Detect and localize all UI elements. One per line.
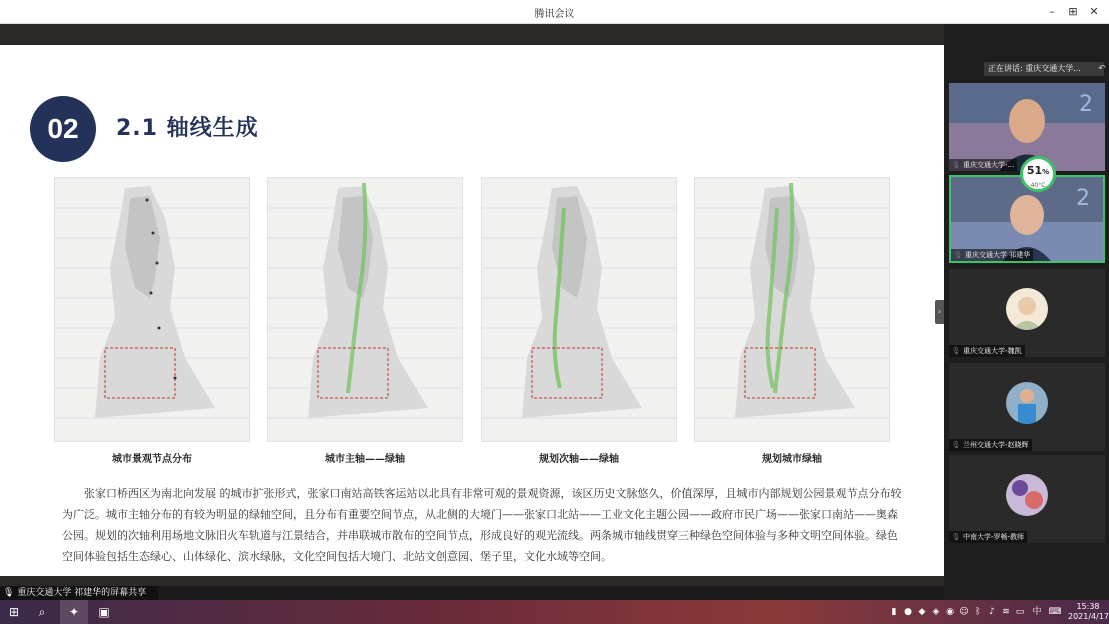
tray-icon[interactable]: ◆ bbox=[918, 607, 926, 617]
avatar bbox=[1006, 474, 1048, 516]
city-map-figure bbox=[695, 178, 890, 442]
participant-tile[interactable] bbox=[949, 83, 1105, 171]
network-unit: % bbox=[1042, 168, 1050, 176]
participant-name: 重庆交通大学 祁建华 bbox=[951, 249, 1033, 261]
close-icon[interactable]: ✕ bbox=[1089, 5, 1099, 18]
tray-icon[interactable]: ◉ bbox=[946, 607, 954, 617]
ime-indicator[interactable]: 中 bbox=[1032, 607, 1042, 617]
start-icon[interactable]: ⊞ bbox=[8, 605, 20, 619]
window-title: 腾讯会议 bbox=[534, 9, 575, 20]
participant-video bbox=[949, 83, 1105, 171]
participant-tile[interactable] bbox=[949, 269, 1105, 357]
meeting-app-icon[interactable]: ✦ bbox=[60, 600, 88, 624]
app-icon[interactable]: ▣ bbox=[98, 605, 110, 619]
clock-time: 15:38 bbox=[1076, 602, 1100, 611]
participant-tile[interactable] bbox=[949, 363, 1105, 451]
slide-top-strip bbox=[0, 24, 944, 45]
search-icon[interactable]: ⌕ bbox=[38, 605, 46, 619]
slide-bottom-strip bbox=[0, 576, 944, 586]
participant-tile[interactable] bbox=[949, 455, 1105, 543]
section-number-badge: 02 bbox=[30, 96, 96, 162]
city-map-figure bbox=[268, 178, 463, 442]
map-panel-nodes bbox=[54, 177, 250, 442]
keyboard-icon[interactable]: ⌨ bbox=[1048, 607, 1062, 617]
shared-screen bbox=[0, 24, 944, 586]
title-bar bbox=[0, 0, 1109, 24]
svg-text:2: 2 bbox=[1076, 186, 1090, 211]
participant-name: 重庆交通大学-... bbox=[949, 159, 1017, 171]
city-map-figure bbox=[482, 178, 677, 442]
map-panel-secondary-axis bbox=[481, 177, 677, 442]
clock-date: 2021/4/17 bbox=[1068, 612, 1109, 621]
participant-name: 重庆交通大学-魏凯 bbox=[949, 345, 1025, 357]
participants-sidebar bbox=[944, 24, 1109, 600]
map-panel-main-axis bbox=[267, 177, 463, 442]
participant-name: 中南大学-罗畅-教师 bbox=[949, 531, 1027, 543]
avatar bbox=[1006, 288, 1048, 330]
tray-icon[interactable]: ☺ bbox=[959, 607, 969, 617]
map-caption-1: 城市景观节点分布 bbox=[112, 454, 192, 465]
taskbar bbox=[0, 600, 1109, 624]
back-icon[interactable]: ↶ bbox=[1098, 64, 1106, 74]
mic-icon: 🎙 bbox=[3, 588, 15, 598]
presentation-slide bbox=[0, 45, 944, 576]
network-temp: 40°C bbox=[1030, 182, 1046, 189]
tray-icon[interactable]: ◈ bbox=[932, 607, 940, 617]
network-percent: 51 bbox=[1026, 164, 1043, 177]
collapse-sidebar-button[interactable]: › bbox=[935, 300, 944, 324]
bluetooth-icon[interactable]: ᛒ bbox=[975, 607, 981, 617]
screen-share-text: 重庆交通大学 祁建华的屏幕共享 bbox=[17, 588, 147, 598]
security-tray-icon[interactable]: ● bbox=[904, 607, 912, 617]
participant-name: 兰州交通大学-赵晓辉 bbox=[949, 439, 1032, 451]
pin-icon[interactable]: ⊞ bbox=[1068, 5, 1078, 18]
city-map-figure bbox=[55, 178, 250, 442]
avatar bbox=[1006, 382, 1048, 424]
map-caption-3: 规划次轴——绿轴 bbox=[539, 454, 619, 465]
map-caption-4: 规划城市绿轴 bbox=[762, 454, 822, 465]
clock[interactable] bbox=[1068, 602, 1108, 622]
network-stat-badge bbox=[1020, 156, 1056, 192]
wifi-icon[interactable]: ≋ bbox=[1002, 607, 1010, 617]
map-caption-2: 城市主轴——绿轴 bbox=[325, 454, 405, 465]
svg-text:2: 2 bbox=[1079, 92, 1093, 117]
map-panel-green-axis bbox=[694, 177, 890, 442]
minimize-icon[interactable]: – bbox=[1049, 5, 1055, 18]
speaking-indicator: 正在讲话: 重庆交通大学... bbox=[984, 62, 1104, 76]
battery-icon[interactable]: ▭ bbox=[1015, 607, 1025, 617]
slide-paragraph: 张家口桥西区为南北向发展 的城市扩张形式，张家口南站高铁客运站以北具有非常可观的景观资源，该区历史文脉悠久，价值深厚，且城市内部规划公园景观节点分布较为广泛。城市主轴分布的有较为明显的绿轴空间，且分布有重要空间节点，从北侧的大境门——张家口北站——工业文化主题公园——政府市民广场——张家口南站——奥森公园。规划的次轴利用场地文脉旧火车轨道与江景结合，并串联城市散布的空间节点，形成良好的观光流线。两条城市轴线贯穿三种绿色空间体验与多种文明空间体验。绿色空间体验包括生态绿心、山体绿化、滨水绿脉，文化空间包括大境门、北站文创意园、堡子里，文化水域等空间。 bbox=[62, 487, 902, 563]
mic-tray-icon[interactable]: ▮ bbox=[891, 607, 897, 617]
slide-heading: 2.1 轴线生成 bbox=[116, 116, 259, 141]
screen-share-label bbox=[0, 586, 158, 600]
volume-icon[interactable]: ♪ bbox=[989, 607, 995, 617]
